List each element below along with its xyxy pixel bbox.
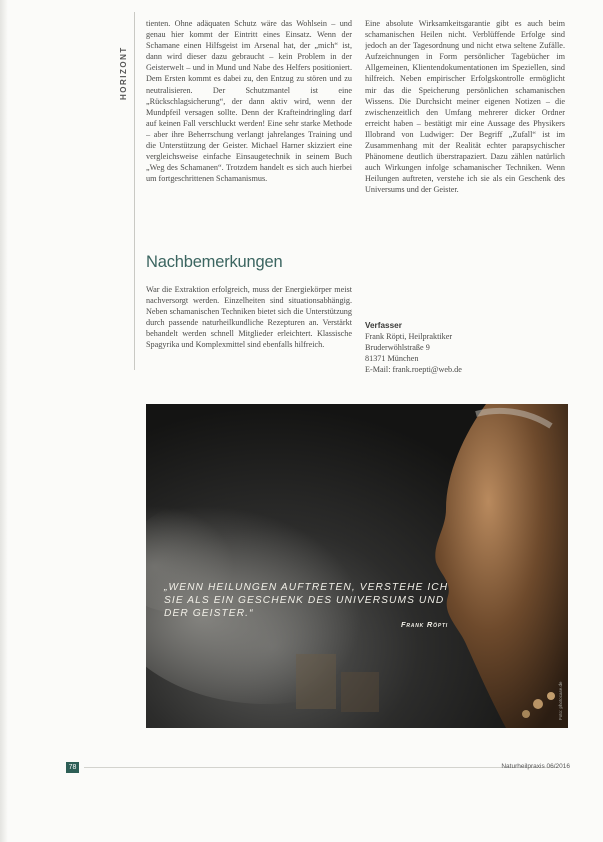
bead — [533, 699, 543, 709]
author-label: Verfasser — [365, 321, 402, 330]
bead — [547, 692, 555, 700]
scan-edge — [0, 0, 8, 842]
photo-illustration — [146, 404, 568, 728]
photo-credit: Foto: photocase.de — [558, 681, 563, 720]
author-email: E-Mail: frank.roepti@web.de — [365, 365, 462, 375]
article-column-left — [146, 18, 352, 250]
pull-quote: „WENN HEILUNGEN AUFTRETEN, VERSTEHE ICH SIE ALS EIN GESCHENK DES UNIVERSUMS UND DER GEISTER.“ — [164, 582, 449, 619]
author-line: Frank Röpti, Heilpraktiker — [365, 332, 453, 342]
page-number-badge: 78 — [66, 762, 79, 773]
article-column-right — [365, 18, 565, 250]
author-line: 81371 München — [365, 354, 419, 364]
section-heading: Nachbemerkungen — [146, 253, 283, 271]
ember-block — [341, 672, 379, 712]
shaman-photo — [146, 404, 568, 728]
author-line: Bruderwöhlstraße 9 — [365, 343, 430, 353]
vertical-rule — [134, 12, 135, 370]
face-profile — [435, 404, 568, 728]
article-paragraph: War die Extraktion erfolgreich, muss der Energiekörper meist nachversorgt werden. Einzelheiten sind situationsabhängig. Neben schamanischen Techniken bietet sich die Unterstützung durch passende naturheilkundliche Rezepturen an. Verstärkt behandelt werden schnell Mitglieder erleichtert. Klassische Spagyrika und Komplexmittel sind ebenfalls hilfreich. — [146, 285, 352, 350]
section-label: HORIZONT — [119, 46, 128, 100]
pull-quote-author: Frank Röpti — [401, 620, 448, 629]
bead — [522, 710, 530, 718]
aftermath-column — [146, 284, 352, 374]
ember-block — [296, 654, 336, 709]
article-paragraph: Eine absolute Wirksamkeitsgarantie gibt es auch beim schamanischen Heilen nicht. Verblüffende Erfolge sind jedoch an der Tagesordnung und nicht etwa seltene Zufälle. Aufzeichnungen in Form persönlicher Tagebücher im Allgemeinen, Klientendokumentationen im Speziellen, sind hilfreich. Neben empirischer Erfolgskontrolle ermöglicht mir das die Speicherung persönlichen schamanischen Wissens. Die Durchsicht meiner eigenen Notizen – die zwischenzeitlich den Umfang mehrerer dicker Ordner erreicht haben – bestätigt mir eine Aussage des Physikers Illobrand von Ludwiger: Der Begriff „Zufall“ ist im Zusammenhang mit der Realität echter parapsychischer Phänomene deutlich überstrapaziert. Dazu zählen natürlich auch Wirkungen infolge schamanischer Techniken. Wenn Heilungen auftreten, verstehe ich sie als ein Geschenk des Universums und der Geister. — [365, 19, 565, 195]
magazine-issue: Naturheilpraxis 06/2016 — [501, 763, 570, 770]
article-paragraph: tienten. Ohne adäquaten Schutz wäre das Wohlsein – und genau hier kommt der Eintritt eines Einsatz. Wenn der Schamane einen Hilfsgeist im Arsenal hat, der „mich“ ist, dann wird dieser dazu gebraucht – kein Problem in der Geisterwelt – und in Mund und Nabe des Helfers positioniert. Dem Ersten kommt es dabei zu, den Entzug zu stören und zu neutralisieren. Der Schutzmantel ist eine „Rückschlagsicherung“, der dann aktiv wird, wenn der Mundpfeil versagen sollte. Denn der Krafteindringling darf auf keinen Fall verschluckt werden! Eine sehr starke Methode – aber ihre Beherrschung verlangt jahrelanges Training und die Unterstützung der Geister. Michael Harner skizziert eine vergleichsweise einfache Einsaugetechnik in seinem Buch „Weg des Schamanen“. Trotzdem handelt es sich auch hierbei um fortgeschrittenen Schamanismus. — [146, 19, 352, 184]
author-box — [365, 320, 565, 375]
